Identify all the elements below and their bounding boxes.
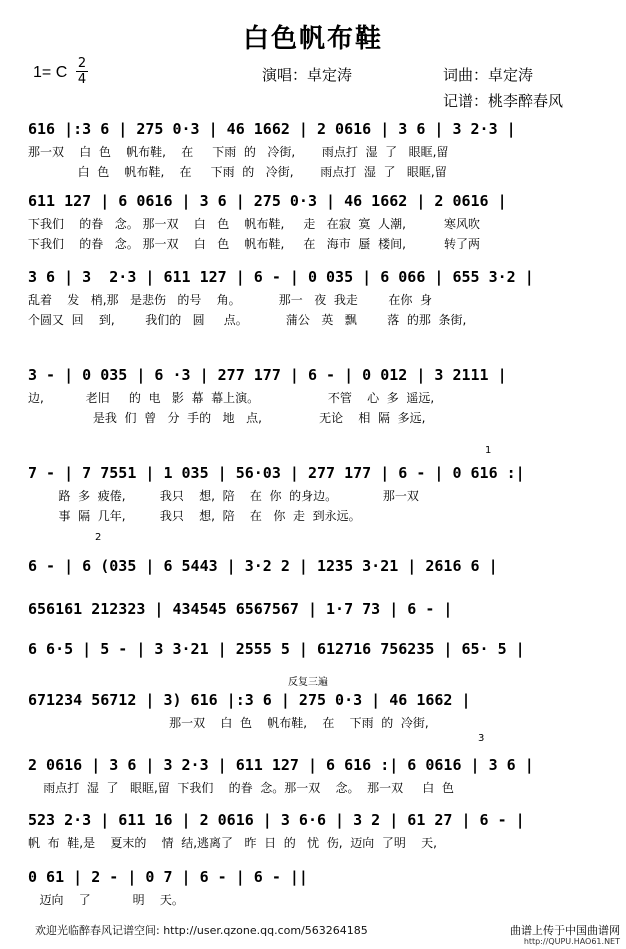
lyric-line: 下我们 的眷 念。 那一双 白 色 帆布鞋, 在 海市 蜃 楼间, 转了两 bbox=[28, 237, 481, 251]
composer-credit: 词曲：卓定涛 bbox=[443, 66, 534, 84]
notation-line: 0 61 | 2 - | 0 7 | 6 - | 6 - || bbox=[28, 868, 308, 886]
footer-notator-link: 欢迎光临醉春风记谱空间: http://user.qzone.qq.com/563264185 bbox=[35, 924, 368, 937]
lyric-line: 路 多 疲倦, 我只 想, 陪 在 你 的身边。 那一双 bbox=[28, 489, 419, 503]
singer-credit: 演唱：卓定涛 bbox=[262, 66, 353, 84]
notation-line: 523 2·3 | 611 16 | 2 0616 | 3 6·6 | 3 2 | 61 27 | 6 - | bbox=[28, 811, 525, 829]
notation-line: 7 - | 7 7551 | 1 035 | 56·03 | 277 177 | 6 - | 0 616 :| bbox=[28, 464, 525, 482]
time-top: 2 bbox=[77, 56, 87, 71]
time-signature bbox=[76, 57, 88, 86]
time-bottom: 4 bbox=[77, 72, 87, 87]
lyric-line: 白 色 帆布鞋, 在 下雨 的 冷街, 雨点打 湿 了 眼眶,留 bbox=[28, 165, 447, 179]
song-title: 白色帆布鞋 bbox=[242, 24, 383, 54]
notation-line: 611 127 | 6 0616 | 3 6 | 275 0·3 | 46 1662 | 2 0616 | bbox=[28, 192, 507, 210]
volta-1-mark: 1 bbox=[485, 445, 492, 456]
lyric-line: 个圆又 回 到, 我们的 圆 点。 蒲公 英 飘 落 的那 条街, bbox=[28, 313, 467, 327]
lyric-line: 下我们 的眷 念。 那一双 白 色 帆布鞋, 走 在寂 寞 人潮, 寒风吹 bbox=[28, 217, 481, 231]
repeat-instruction: 反复三遍 bbox=[288, 677, 328, 688]
notation-line: 3 - | 0 035 | 6 ·3 | 277 177 | 6 - | 0 012 | 3 2111 | bbox=[28, 366, 507, 384]
notation-line: 671234 56712 | 3) 616 |:3 6 | 275 0·3 | 46 1662 | bbox=[28, 691, 471, 709]
lyric-line: 那一双 白 色 帆布鞋, 在 下雨 的 冷街, bbox=[28, 716, 429, 730]
lyric-line: 迈向 了 明 天。 bbox=[28, 893, 184, 907]
notation-line: 6 - | 6 (035 | 6 5443 | 3·2 2 | 1235 3·21 | 2616 6 | bbox=[28, 557, 498, 575]
lyric-line: 那一双 白 色 帆布鞋, 在 下雨 的 冷街, 雨点打 湿 了 眼眶,留 bbox=[28, 145, 449, 159]
lyric-line: 是我 们 曾 分 手的 地 点, 无论 相 隔 多远, bbox=[28, 411, 426, 425]
notation-line: 3 6 | 3 2·3 | 611 127 | 6 - | 0 035 | 6 066 | 655 3·2 | bbox=[28, 268, 534, 286]
lyric-line: 事 隔 几年, 我只 想, 陪 在 你 走 到永远。 bbox=[28, 509, 361, 523]
notator-credit: 记谱：桃李醉春风 bbox=[443, 92, 564, 110]
notation-line: 2 0616 | 3 6 | 3 2·3 | 611 127 | 6 616 :| 6 0616 | 3 6 | bbox=[28, 756, 534, 774]
footer-source: 曲谱上传于中国曲谱网 bbox=[510, 924, 620, 937]
volta-3-mark: 3 bbox=[478, 733, 485, 744]
lyric-line: 乱着 发 梢,那 是悲伤 的号 角。 那一 夜 我走 在你 身 bbox=[28, 293, 433, 307]
key-signature: 1= C bbox=[33, 64, 68, 81]
notation-line: 616 |:3 6 | 275 0·3 | 46 1662 | 2 0616 | 3 6 | 3 2·3 | bbox=[28, 120, 516, 138]
lyric-line: 帆 布 鞋,是 夏末的 情 结,逃离了 昨 日 的 忧 伤, 迈向 了明 天, bbox=[28, 836, 437, 850]
lyric-line: 雨点打 湿 了 眼眶,留 下我们 的眷 念。那一双 念。 那一双 白 色 bbox=[28, 781, 454, 795]
footer-source-url: http://QUPU.HAO61.NET bbox=[523, 937, 620, 946]
lyric-line: 边, 老旧 的 电 影 幕 幕上演。 不管 心 多 遥远, bbox=[28, 391, 435, 405]
volta-2-mark: 2 bbox=[95, 532, 102, 543]
notation-line: 6 6·5 | 5 - | 3 3·21 | 2555 5 | 612716 756235 | 65· 5 | bbox=[28, 640, 525, 658]
notation-line: 656161 212323 | 434545 6567567 | 1·7 73 | 6 - | bbox=[28, 600, 453, 618]
